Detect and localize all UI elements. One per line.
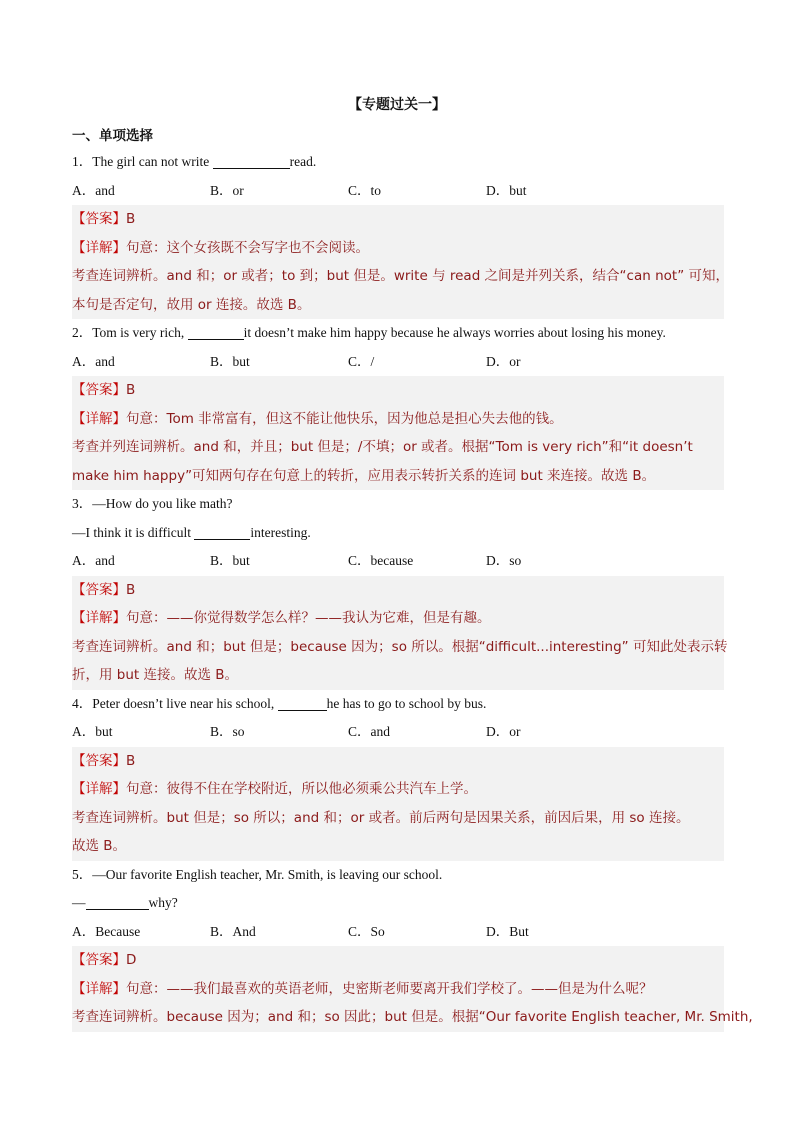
question-text: he has to go to school by bus. [326, 695, 487, 711]
option: C．/ [348, 353, 375, 369]
detail-text: 故选 B。 [72, 838, 127, 854]
detail-line [72, 462, 724, 491]
detail-line [72, 291, 724, 320]
option: D．But [486, 923, 529, 939]
detail-tag: 【详解】 [72, 980, 126, 997]
option: B．And [210, 923, 256, 939]
answer-value: B [126, 211, 136, 227]
options-row [72, 918, 732, 947]
option: C．So [348, 923, 385, 939]
detail-text: 句意：彼得不住在学校附近，所以他必须乘公共汽车上学。 [126, 781, 477, 797]
detail-text: 句意：Tom 非常富有，但这不能让他快乐，因为他总是担心失去他的钱。 [126, 410, 563, 427]
options-row [72, 718, 732, 747]
options-row [72, 348, 732, 377]
answer-tag: 【答案】 [72, 752, 126, 769]
option: C．because [348, 553, 414, 568]
detail-tag: 【详解】 [72, 781, 126, 797]
options-row [72, 177, 732, 206]
detail-line [72, 775, 724, 804]
option: C．and [348, 724, 390, 739]
answer-blank [86, 893, 149, 910]
answer-line [72, 205, 724, 234]
question-text: interesting. [250, 524, 311, 540]
section-heading: 一、单项选择 [72, 128, 153, 144]
question-stem [72, 148, 732, 177]
option: A．and [72, 553, 115, 568]
question-item [72, 861, 753, 1032]
answer-blank [194, 523, 250, 540]
question-text: why? [148, 895, 178, 910]
detail-tag: 【详解】 [72, 410, 126, 427]
option: C．to [348, 182, 382, 198]
detail-text: 考查连词辨析。and 和；but 但是；because 因为；so 所以。根据“difficult...interesting” 可知此处表示转 [72, 638, 728, 655]
option: B．or [210, 182, 244, 198]
answer-tag: 【答案】 [72, 211, 126, 227]
detail-tag: 【详解】 [72, 239, 126, 256]
question-list [72, 148, 753, 1032]
detail-text: 考查连词辨析。but 但是；so 所以；and 和；or 或者。前后两句是因果关系，前因后果，用 so 连接。 [72, 809, 690, 826]
option: B．but [210, 553, 250, 568]
option: D．so [486, 553, 522, 568]
detail-line [72, 804, 724, 833]
detail-line [72, 633, 728, 662]
answer-tag: 【答案】 [72, 382, 126, 398]
answer-line [72, 376, 724, 405]
detail-tag: 【详解】 [72, 610, 126, 626]
question-item [72, 319, 732, 490]
options-row [72, 547, 732, 576]
question-text: 2．Tom is very rich, [72, 325, 188, 340]
detail-text: make him happy”可知两句存在句意上的转折，应用表示转折关系的连词 but 来连接。故选 B。 [72, 467, 656, 484]
question-stem [72, 490, 732, 519]
answer-box [72, 946, 753, 1032]
question-text: 1．The girl can not write [72, 154, 213, 169]
answer-box [72, 205, 729, 319]
detail-text: 句意：——我们最喜欢的英语老师，史密斯老师要离开我们学校了。——但是为什么呢？ [126, 980, 653, 997]
question-text: it doesn’t make him happy because he always worries about losing his money. [243, 325, 666, 340]
answer-line [72, 946, 724, 975]
page-title: 【专题过关一】 [348, 97, 446, 113]
detail-text: 折，用 but 连接。故选 B。 [72, 667, 239, 683]
option: D．or [486, 353, 521, 369]
answer-value: B [126, 581, 136, 598]
option: B．so [210, 724, 245, 739]
answer-value: D [126, 952, 137, 968]
answer-line [72, 747, 724, 776]
answer-blank [278, 694, 327, 711]
option: A．and [72, 353, 115, 369]
question-item [72, 148, 732, 319]
detail-text: 句意：这个女孩既不会写字也不会阅读。 [126, 239, 369, 256]
detail-line [72, 433, 724, 462]
answer-box [72, 376, 724, 490]
question-text: —I think it is difficult [72, 524, 195, 540]
question-text: 3．—How do you like math? [72, 496, 233, 511]
answer-tag: 【答案】 [72, 581, 126, 598]
answer-box [72, 576, 728, 690]
detail-line [72, 1003, 753, 1032]
answer-value: B [126, 382, 136, 398]
question-stem [72, 319, 732, 348]
question-item [72, 690, 732, 861]
answer-line [72, 576, 724, 605]
question-text: read. [289, 154, 317, 169]
question-stem [72, 690, 732, 719]
option: A．but [72, 724, 113, 739]
detail-line [72, 661, 724, 690]
detail-line [72, 832, 724, 861]
option: D．but [486, 182, 527, 198]
question-stem-reply [72, 519, 732, 548]
question-item [72, 490, 732, 690]
question-stem-reply [72, 889, 732, 918]
detail-text: 句意：——你觉得数学怎么样？——我认为它难，但是有趣。 [126, 610, 491, 626]
option: D．or [486, 724, 521, 739]
detail-text: 本句是否定句，故用 or 连接。故选 B。 [72, 296, 311, 313]
detail-line [72, 604, 724, 633]
detail-line [72, 262, 729, 291]
option: B．but [210, 353, 250, 369]
answer-tag: 【答案】 [72, 952, 126, 968]
question-text: 4．Peter doesn’t live near his school, [72, 695, 278, 711]
answer-value: B [126, 752, 136, 769]
detail-text: 考查并列连词辨析。and 和，并且；but 但是；/不填；or 或者。根据“Tom is very rich”和“it doesn’t [72, 439, 693, 455]
detail-line [72, 234, 724, 263]
question-stem [72, 861, 732, 890]
answer-blank [213, 152, 290, 169]
question-text: — [72, 895, 86, 910]
option: A．and [72, 182, 115, 198]
answer-box [72, 747, 724, 861]
detail-line [72, 405, 724, 434]
detail-text: 考查连词辨析。because 因为；and 和；so 因此；but 但是。根据“Our favorite English teacher, Mr. Smith, [72, 1009, 753, 1025]
question-text: 5．—Our favorite English teacher, Mr. Smith, is leaving our school. [72, 866, 443, 882]
detail-text: 考查连词辨析。and 和；or 或者；to 到；but 但是。write 与 read 之间是并列关系，结合“can not” 可知， [72, 268, 729, 284]
option: A．Because [72, 923, 141, 939]
answer-blank [188, 323, 244, 340]
detail-line [72, 975, 724, 1004]
